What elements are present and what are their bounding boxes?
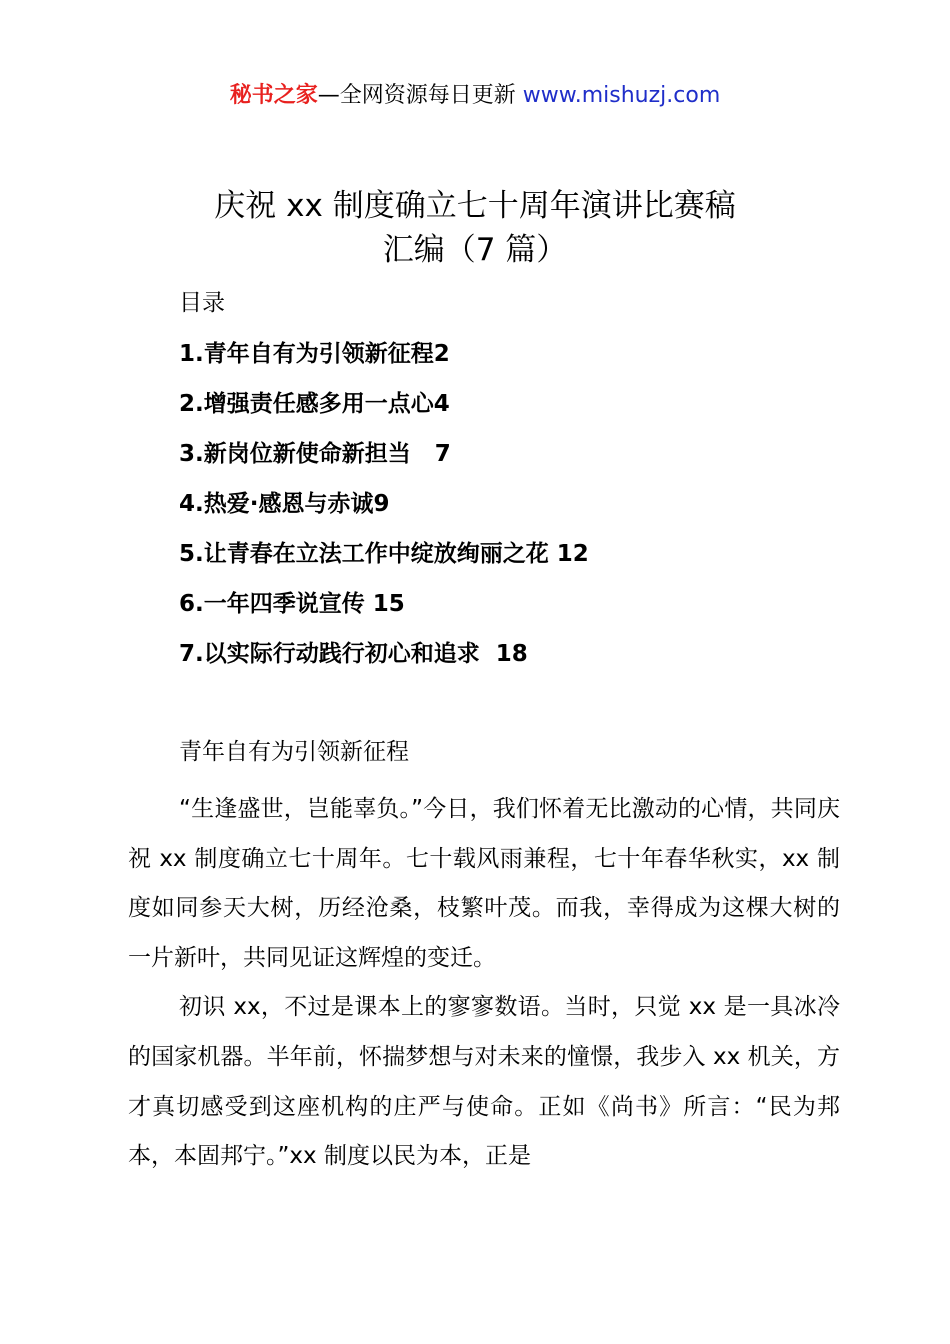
section-title: 青年自有为引领新征程 [179,739,409,765]
toc-item-7[interactable]: 7.以实际行动践行初心和追求 18 [179,641,528,667]
site-header [0,82,950,110]
toc-item-6[interactable]: 6.一年四季说宣传 15 [179,591,405,617]
toc-item-1[interactable]: 1.青年自有为引领新征程2 [179,341,450,367]
toc-item-3[interactable]: 3.新岗位新使命新担当 7 [179,441,451,467]
site-tagline: —全网资源每日更新 [317,83,523,108]
document-title-line-1: 庆祝 xx 制度确立七十周年演讲比赛稿 [214,188,736,224]
toc-heading: 目录 [179,290,225,316]
table-of-contents [179,338,589,688]
site-url-link[interactable]: www.mishuzj.com [522,83,721,108]
toc-item-4[interactable]: 4.热爱·感恩与赤诚9 [179,491,390,517]
toc-item-2[interactable]: 2.增强责任感多用一点心4 [179,391,450,417]
document-title-line-2: 汇编（7 篇） [382,232,568,268]
body-paragraph-2: 初识 xx，不过是课本上的寥寥数语。当时，只觉 xx 是一具冰冷的国家机器。半年前，怀揣梦想与对未来的憧憬，我步入 xx 机关，方才真切感受到这座机构的庄严与使命。正如《尚书》所言：“民为邦本，本固邦宁。”xx 制度以民为本，正是 [128,994,840,1170]
document-title [0,184,950,272]
article-body [128,785,840,1182]
site-brand: 秘书之家 [229,83,318,108]
toc-item-5[interactable]: 5.让青春在立法工作中绽放绚丽之花 12 [179,541,589,567]
body-paragraph-1: “生逢盛世，岂能辜负。”今日，我们怀着无比激动的心情，共同庆祝 xx 制度确立七十周年。七十载风雨兼程，七十年春华秋实，xx 制度如同参天大树，历经沧桑，枝繁叶茂。而我，幸得成为这棵大树的一片新叶，共同见证这辉煌的变迁。 [128,796,840,971]
